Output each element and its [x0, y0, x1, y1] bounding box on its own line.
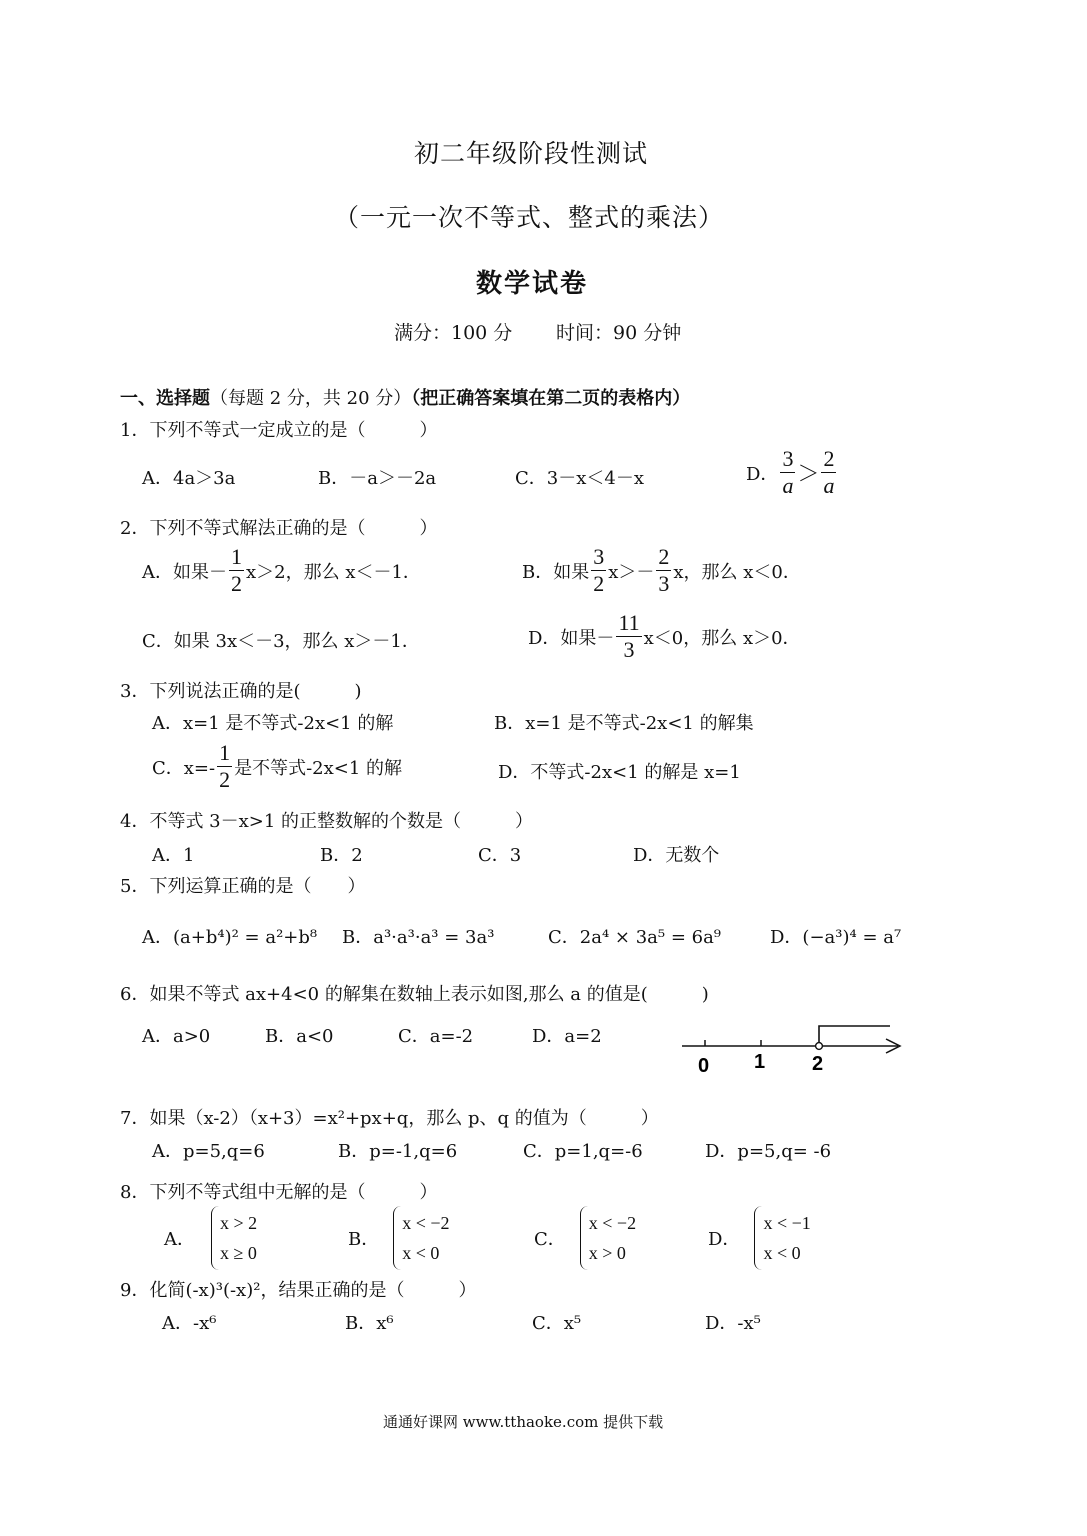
- section-label: 一、选择题: [120, 388, 210, 409]
- page-title: 初二年级阶段性测试: [414, 139, 649, 168]
- q2-a-prefix: A．如果－: [142, 561, 227, 583]
- q2-b-fraction-2: [656, 546, 671, 595]
- q2-b-fraction-1: [591, 546, 606, 595]
- q8-a-label: A．: [164, 1229, 195, 1250]
- number-line-figure: [676, 1018, 908, 1080]
- q1-option-d: [746, 448, 838, 497]
- q2-a-suffix: x＞2，那么 x＜－1．: [246, 561, 421, 583]
- q8-option-b: [348, 1206, 450, 1270]
- q8-option-d: [708, 1206, 811, 1270]
- q8-d-label: D．: [708, 1229, 741, 1250]
- q6-option-b: B．a<0: [265, 1026, 334, 1047]
- frac-numerator: 2: [658, 544, 670, 569]
- q1-option-a: A．4a＞3a: [142, 468, 236, 489]
- q1-option-b: B．－a＞－2a: [318, 468, 437, 489]
- q7-stem: 7．如果（x-2）（x+3）=x²+px+q，那么 p、q 的值为（ ）: [120, 1108, 659, 1129]
- q2-option-b: [522, 546, 801, 595]
- frac-numerator: 1: [219, 740, 231, 765]
- tick-label-1: 1: [754, 1051, 766, 1073]
- q9-option-a: A．-x⁶: [162, 1313, 217, 1334]
- frac-denominator: 2: [231, 571, 242, 596]
- q2-a-fraction: [229, 546, 244, 595]
- inequality-1: x > 2: [220, 1213, 258, 1233]
- q8-c-label: C．: [534, 1229, 566, 1250]
- q8-b-system: [393, 1206, 449, 1270]
- q2-d-prefix: D．如果－: [528, 627, 615, 649]
- q2-stem: 2．下列不等式解法正确的是（ ）: [120, 518, 438, 539]
- q8-b-label: B．: [348, 1229, 380, 1250]
- q3-option-b: B．x=1 是不等式-2x<1 的解集: [494, 713, 754, 734]
- q8-a-system: [211, 1206, 257, 1270]
- q3-stem: 3．下列说法正确的是( ): [120, 681, 362, 702]
- q7-option-b: B．p=-1,q=6: [338, 1141, 458, 1162]
- q9-stem: 9．化简(-x)³(-x)²，结果正确的是（ ）: [120, 1280, 477, 1301]
- q5-option-d: D．(−a³)⁴ = a⁷: [770, 927, 902, 948]
- q3-c-fraction: [217, 742, 232, 791]
- time-info: 时间：90 分钟: [556, 322, 682, 344]
- q4-option-c: C．3: [478, 845, 522, 866]
- q6-option-a: A．a>0: [142, 1026, 211, 1047]
- q4-stem: 4．不等式 3－x>1 的正整数解的个数是（ ）: [120, 811, 534, 832]
- q2-option-c: C．如果 3x＜－3，那么 x＞－1．: [142, 631, 420, 652]
- inequality-2: x < 0: [402, 1243, 440, 1263]
- q9-option-d: D．-x⁵: [705, 1313, 761, 1334]
- inequality-2: x > 0: [588, 1243, 626, 1263]
- frac-numerator: 3: [593, 544, 605, 569]
- footer-text: 通通好课网 www.tthaoke.com 提供下载: [383, 1413, 664, 1431]
- q3-option-a: A．x=1 是不等式-2x<1 的解: [152, 713, 394, 734]
- tick-label-2: 2: [812, 1053, 824, 1075]
- q2-b-suffix: x，那么 x＜0．: [673, 561, 801, 583]
- frac-denominator: 2: [219, 767, 231, 792]
- inequality-1: x < −2: [588, 1213, 637, 1233]
- q3-option-c: [152, 742, 402, 791]
- score-info: 满分：100 分: [394, 322, 513, 344]
- inequality-2: x ≥ 0: [220, 1243, 257, 1263]
- q1-stem: 1．下列不等式一定成立的是（ ）: [120, 420, 438, 441]
- q1-option-c: C．3－x＜4－x: [515, 468, 644, 489]
- inequality-1: x < −2: [402, 1213, 450, 1233]
- exam-title: 数学试卷: [476, 269, 589, 299]
- q3-c-prefix: C．x=-: [152, 757, 216, 779]
- frac-denominator: 3: [623, 637, 635, 662]
- q8-option-a: [164, 1206, 257, 1270]
- q5-option-a: A．(a+b⁴)² = a²+b⁸: [142, 927, 318, 948]
- inequality-2: x < 0: [763, 1243, 801, 1263]
- q7-option-a: A．p=5,q=6: [152, 1141, 265, 1162]
- q9-option-c: C．x⁵: [532, 1313, 582, 1334]
- q1-d-label: D．: [746, 463, 779, 485]
- q5-option-c: C．2a⁴ × 3a⁵ = 6a⁹: [548, 927, 722, 948]
- q7-option-c: C．p=1,q=-6: [523, 1141, 643, 1162]
- q5-option-b: B．a³·a³·a³ = 3a³: [342, 927, 495, 948]
- frac-denominator: 2: [593, 571, 605, 596]
- frac-numerator: 2: [823, 446, 835, 471]
- page-subtitle: （一元一次不等式、整式的乘法）: [334, 203, 725, 232]
- frac-denominator: a: [782, 473, 794, 498]
- q8-option-c: [534, 1206, 636, 1270]
- q5-stem: 5．下列运算正确的是（ ）: [120, 876, 366, 897]
- tick-label-0: 0: [698, 1055, 710, 1077]
- frac-denominator: 3: [658, 571, 670, 596]
- q8-stem: 8．下列不等式组中无解的是（ ）: [120, 1182, 438, 1203]
- q4-option-d: D．无数个: [633, 845, 720, 866]
- q9-option-b: B．x⁶: [345, 1313, 394, 1334]
- q6-option-d: D．a=2: [532, 1026, 602, 1047]
- inequality-1: x < −1: [763, 1213, 811, 1233]
- q4-option-b: B．2: [320, 845, 363, 866]
- open-circle-point: [816, 1043, 823, 1050]
- q2-b-middle: x＞－: [608, 561, 655, 583]
- q4-option-a: A．1: [152, 845, 195, 866]
- q8-c-system: [580, 1206, 636, 1270]
- section-instruction: （把正确答案填在第二页的表格内）: [411, 388, 691, 409]
- q1-d-fraction-2: [821, 448, 836, 497]
- q1-d-operator: ＞: [797, 461, 820, 486]
- section-rule: （每题 2 分，共 20 分）: [210, 388, 412, 409]
- frac-numerator: 11: [618, 610, 640, 635]
- q7-option-d: D．p=5,q= -6: [705, 1141, 832, 1162]
- q1-d-fraction-1: [780, 448, 795, 497]
- q6-option-c: C．a=-2: [398, 1026, 474, 1047]
- frac-denominator: a: [823, 473, 835, 498]
- q2-option-a: [142, 546, 421, 595]
- frac-numerator: 3: [782, 446, 794, 471]
- q2-d-fraction: [616, 612, 641, 661]
- frac-numerator: 1: [231, 544, 242, 569]
- q2-d-suffix: x＜0，那么 x＞0．: [643, 627, 801, 649]
- section-heading: [120, 384, 690, 410]
- q2-option-d: [528, 612, 801, 661]
- q8-d-system: [754, 1206, 810, 1270]
- q6-stem: 6．如果不等式 ax+4<0 的解集在数轴上表示如图,那么 a 的值是( ): [120, 984, 709, 1005]
- q3-c-suffix: 是不等式-2x<1 的解: [234, 757, 403, 779]
- q2-b-prefix: B．如果: [522, 561, 590, 583]
- solution-ray: [819, 1026, 890, 1042]
- q3-option-d: D．不等式-2x<1 的解是 x=1: [498, 762, 741, 783]
